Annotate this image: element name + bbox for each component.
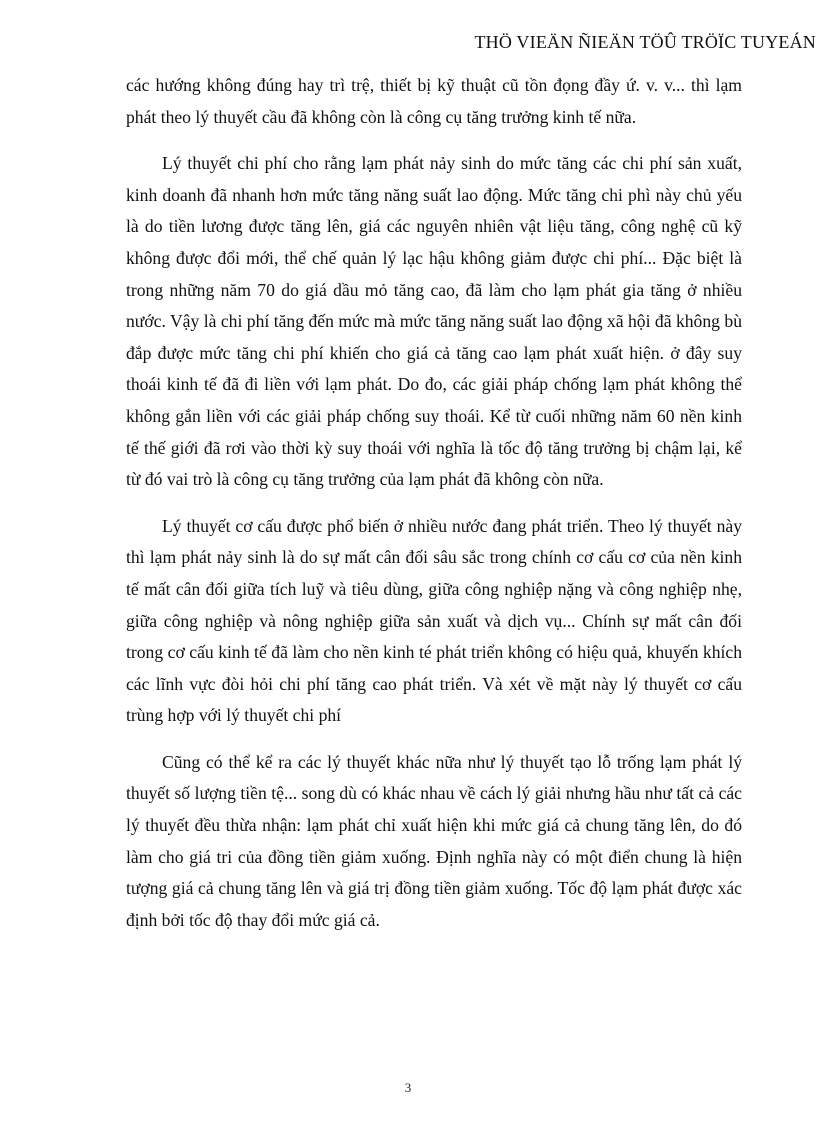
paragraph-continuation: các hướng không đúng hay trì trệ, thiết bị kỹ thuật cũ tồn đọng đầy ứ. v. v... thì lạm phát theo lý thuyết cầu đã không còn là công cụ tăng trưởng kinh tế nữa. [126, 75, 742, 127]
paragraph-other-theories: Cũng có thể kể ra các lý thuyết khác nữa như lý thuyết tạo lỗ trống lạm phát lý thuyết số lượng tiền tệ... song dù có khác nhau về cách lý giải nhưng hầu như tất cả các lý thuyết đều thừa nhận: lạm phát chỉ xuất hiện khi mức giá cả chung tăng lên, do đó làm cho giá tri của đồng tiền giảm xuống. Định nghĩa này có một điển chung là hiện tượng giá cả chung tăng lên và giá trị đồng tiền giảm xuống. Tốc độ lạm phát được xác định bởi tốc độ thay đổi mức giá cả. [126, 751, 742, 930]
page-header: THÖ VIEÄN ÑIEÄN TÖÛ TRÖÏC TUYEÁN [474, 32, 816, 52]
page-number: 3 [404, 1080, 412, 1095]
paragraph-cost-theory: Lý thuyết chi phí cho rằng lạm phát nảy sinh do mức tăng các chi phí sản xuất, kinh doanh đã nhanh hơn mức tăng năng suất lao động. Mức tăng chi phì này chủ yếu là do tiền lương được tăng lên, giá các nguyên nhiên vật liệu tăng, công nghệ cũ kỹ không được đổi mới, thể chế quản lý lạc hậu không giảm được chi phí... Đặc biệt là trong những năm 70 do giá dầu mỏ tăng cao, đã làm cho lạm phát gia tăng ở nhiều nước. Vậy là chi phí tăng đến mức mà mức tăng năng suất lao động xã hội đã không bù đắp được mức tăng chi phí khiến cho giá cả tăng cao lạm phát xuất hiện. ở đây suy thoái kinh tế đã đi liền với lạm phát. Do đo, các giải pháp chống lạm phát không thể không gắn liền với các giải pháp chống suy thoái. Kể từ cuối những năm 60 nền kinh tế thế giới đã rơi vào thời kỳ suy thoái với nghĩa là tốc độ tăng trưởng bị chậm lại, kể từ đó vai trò là công cụ tăng trưởng của lạm phát đã không còn nữa. [126, 153, 742, 490]
document-body [126, 70, 742, 951]
paragraph-structural-theory: Lý thuyết cơ cấu được phổ biến ở nhiều nước đang phát triển. Theo lý thuyết này thì lạm phát nảy sinh là do sự mất cân đối sâu sắc trong chính cơ cấu cơ của nền kinh tế mất cân đối giữa tích luỹ và tiêu dùng, giữa công nghiệp nặng và công nghiệp nhẹ, giữa công nghiệp và nông nghiệp giữa sản xuất và dịch vụ... Chính sự mất cân đối trong cơ cấu kinh tế đã làm cho nền kinh té phát triển không có hiệu quả, khuyến khích các lĩnh vực đòi hỏi chi phí tăng cao phát triển. Và xét về mặt này lý thuyết cơ cấu trùng hợp với lý thuyết chi phí [126, 515, 742, 726]
